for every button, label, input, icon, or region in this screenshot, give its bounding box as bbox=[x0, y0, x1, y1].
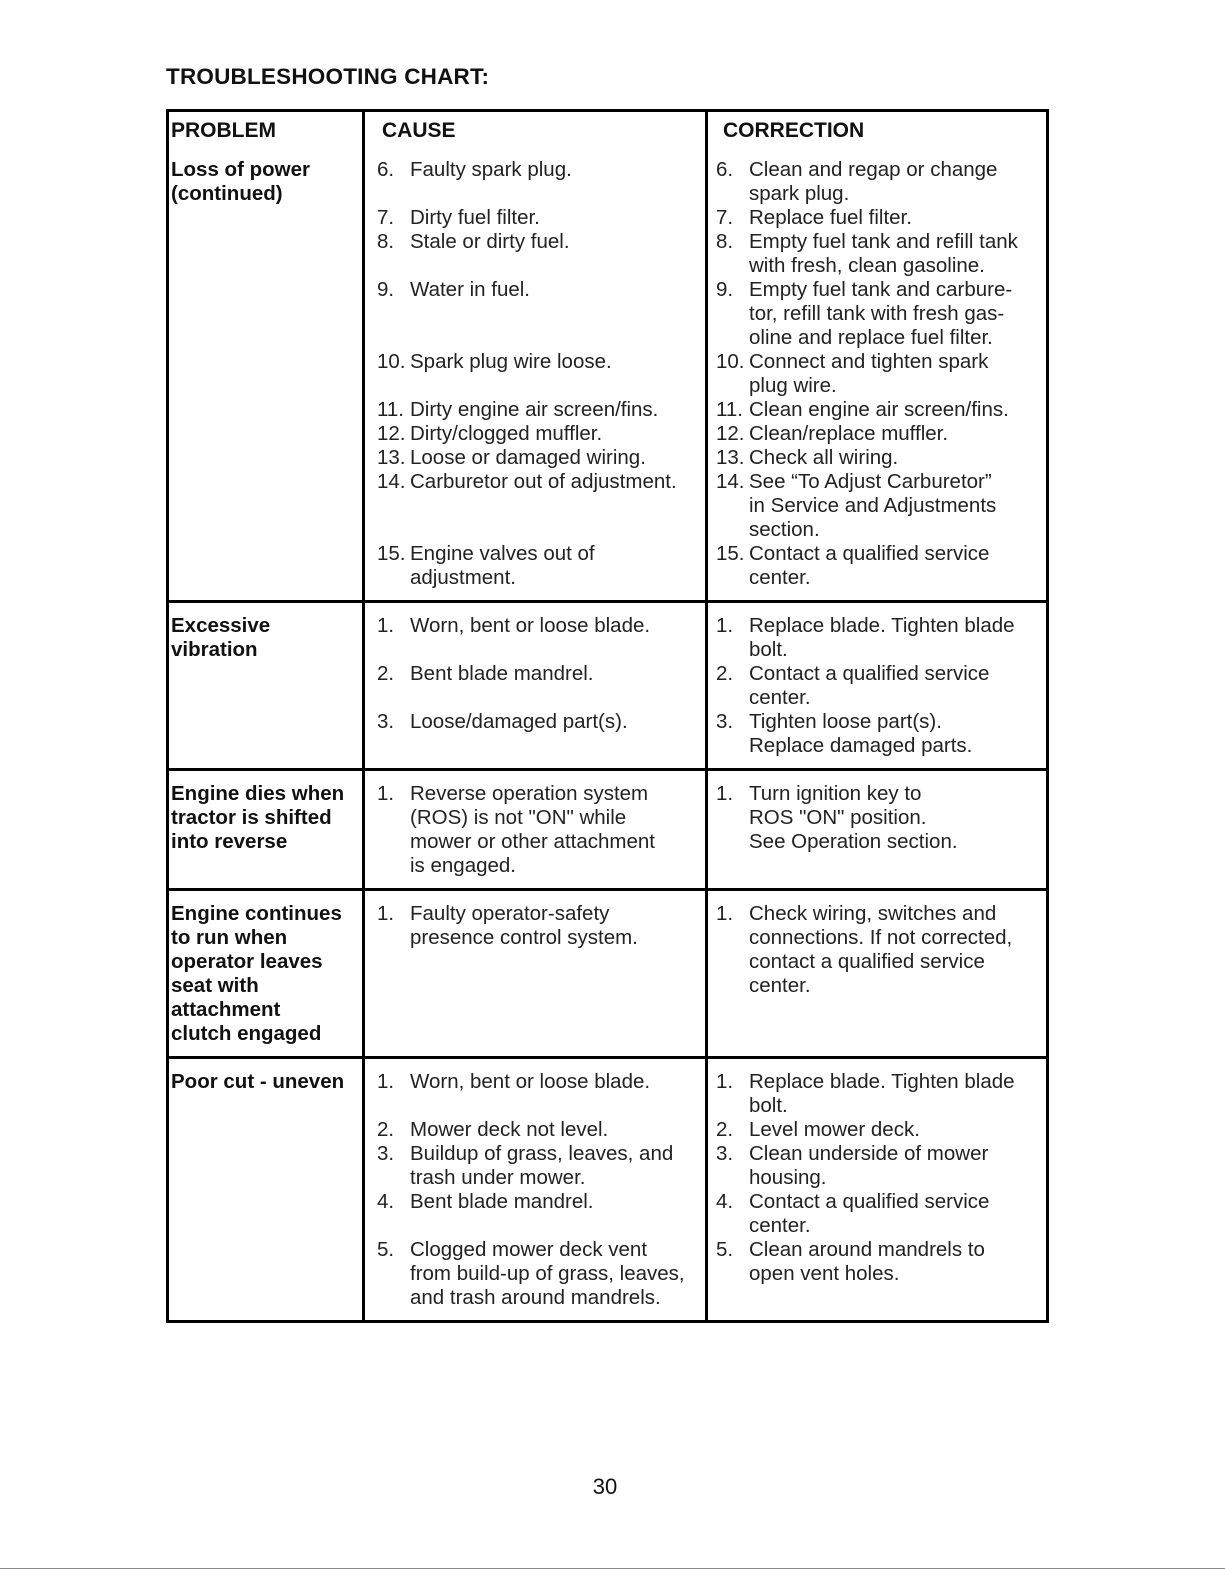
cause-item bbox=[377, 1190, 705, 1238]
item-text: Reverse operation system (ROS) is not "ON" while mower or other attachment is engaged. bbox=[410, 782, 655, 877]
item-number: 10. bbox=[716, 350, 745, 373]
cause-cell bbox=[365, 771, 708, 888]
cause-item bbox=[377, 614, 705, 662]
item-number: 10. bbox=[377, 350, 406, 373]
item-number: 3. bbox=[377, 710, 395, 733]
correction-item bbox=[716, 446, 1044, 470]
problem-cell: Engine dies when tractor is shifted into reverse bbox=[169, 771, 365, 888]
cause-item bbox=[377, 902, 705, 950]
item-text: Clean engine air screen/fins. bbox=[749, 398, 1009, 421]
correction-item bbox=[716, 1190, 1044, 1238]
item-text: Check all wiring. bbox=[749, 446, 899, 469]
correction-item bbox=[716, 902, 1044, 998]
table-body bbox=[169, 147, 1046, 1320]
cause-item bbox=[377, 350, 705, 398]
header-problem: PROBLEM bbox=[169, 112, 365, 147]
item-number: 2. bbox=[716, 1118, 734, 1141]
table-header-row bbox=[169, 112, 1046, 147]
correction-item bbox=[716, 782, 1044, 878]
item-text: Replace fuel filter. bbox=[749, 206, 912, 229]
item-text: Level mower deck. bbox=[749, 1118, 920, 1141]
item-number: 5. bbox=[377, 1238, 395, 1261]
item-number: 1. bbox=[377, 614, 395, 637]
item-number: 14. bbox=[716, 470, 745, 493]
correction-cell bbox=[708, 891, 1046, 1056]
item-text: Tighten loose part(s). Replace damaged parts. bbox=[749, 710, 973, 757]
cause-item bbox=[377, 542, 705, 590]
item-text: Buildup of grass, leaves, and trash under mower. bbox=[410, 1142, 674, 1189]
cause-item bbox=[377, 230, 705, 278]
page-title: TROUBLESHOOTING CHART: bbox=[166, 64, 490, 89]
problem-cell: Loss of power (continued) bbox=[169, 147, 365, 600]
item-number: 15. bbox=[716, 542, 745, 565]
item-text: Bent blade mandrel. bbox=[410, 1190, 594, 1213]
item-text: Dirty engine air screen/fins. bbox=[410, 398, 659, 421]
item-text: Dirty fuel filter. bbox=[410, 206, 540, 229]
cause-item bbox=[377, 206, 705, 230]
item-number: 2. bbox=[377, 662, 395, 685]
correction-item bbox=[716, 1238, 1044, 1310]
correction-item bbox=[716, 1118, 1044, 1142]
item-text: Turn ignition key to ROS "ON" position. See Operation section. bbox=[749, 782, 958, 853]
bottom-rule bbox=[0, 1568, 1225, 1569]
correction-cell bbox=[708, 1059, 1046, 1320]
item-number: 8. bbox=[716, 230, 734, 253]
table-row bbox=[169, 768, 1046, 888]
item-number: 9. bbox=[716, 278, 734, 301]
correction-item bbox=[716, 350, 1044, 398]
item-number: 4. bbox=[716, 1190, 734, 1213]
correction-item bbox=[716, 206, 1044, 230]
item-text: Worn, bent or loose blade. bbox=[410, 614, 651, 637]
item-number: 1. bbox=[716, 782, 734, 805]
correction-item bbox=[716, 422, 1044, 446]
item-number: 6. bbox=[377, 158, 395, 181]
item-text: Replace blade. Tighten blade bolt. bbox=[749, 614, 1015, 661]
correction-item bbox=[716, 230, 1044, 278]
cause-item bbox=[377, 1142, 705, 1190]
item-text: Engine valves out of adjustment. bbox=[410, 542, 595, 589]
correction-item bbox=[716, 278, 1044, 350]
item-text: Dirty/clogged muffler. bbox=[410, 422, 603, 445]
table-row bbox=[169, 1056, 1046, 1320]
item-text: Stale or dirty fuel. bbox=[410, 230, 570, 253]
cause-item bbox=[377, 158, 705, 206]
item-text: Clean underside of mower housing. bbox=[749, 1142, 989, 1189]
item-number: 2. bbox=[377, 1118, 395, 1141]
item-number: 3. bbox=[716, 710, 734, 733]
correction-item bbox=[716, 1142, 1044, 1190]
correction-item bbox=[716, 614, 1044, 662]
cause-item bbox=[377, 1070, 705, 1118]
cause-item bbox=[377, 422, 705, 446]
item-text: Empty fuel tank and refill tank with fresh, clean gasoline. bbox=[749, 230, 1018, 277]
item-text: Clean and regap or change spark plug. bbox=[749, 158, 998, 205]
item-text: Faulty spark plug. bbox=[410, 158, 572, 181]
item-number: 1. bbox=[716, 1070, 734, 1093]
item-text: Clogged mower deck vent from build-up of grass, leaves, and trash around mandrels. bbox=[410, 1238, 685, 1309]
cause-item bbox=[377, 710, 705, 758]
item-text: Clean around mandrels to open vent holes. bbox=[749, 1238, 985, 1285]
cause-cell bbox=[365, 147, 708, 600]
item-number: 15. bbox=[377, 542, 406, 565]
problem-cell: Excessive vibration bbox=[169, 603, 365, 768]
item-text: Loose or damaged wiring. bbox=[410, 446, 646, 469]
item-number: 1. bbox=[716, 614, 734, 637]
item-number: 11. bbox=[716, 398, 743, 421]
item-number: 11. bbox=[377, 398, 404, 421]
cause-item bbox=[377, 446, 705, 470]
item-text: Faulty operator-safety presence control system. bbox=[410, 902, 638, 949]
item-text: See “To Adjust Carburetor” in Service and Adjustments section. bbox=[749, 470, 997, 541]
item-number: 2. bbox=[716, 662, 734, 685]
cause-item bbox=[377, 662, 705, 710]
problem-cell: Poor cut - uneven bbox=[169, 1059, 365, 1320]
item-number: 9. bbox=[377, 278, 395, 301]
correction-item bbox=[716, 398, 1044, 422]
cause-item bbox=[377, 1238, 705, 1310]
correction-cell bbox=[708, 771, 1046, 888]
problem-cell: Engine continues to run when operator leaves seat with attachment clutch engaged bbox=[169, 891, 365, 1056]
table-row bbox=[169, 147, 1046, 600]
cause-cell bbox=[365, 1059, 708, 1320]
cause-cell bbox=[365, 603, 708, 768]
table-row bbox=[169, 600, 1046, 768]
item-text: Contact a qualified service center. bbox=[749, 1190, 990, 1237]
item-text: Replace blade. Tighten blade bolt. bbox=[749, 1070, 1015, 1117]
item-number: 1. bbox=[377, 782, 395, 805]
item-number: 13. bbox=[716, 446, 745, 469]
item-text: Loose/damaged part(s). bbox=[410, 710, 628, 733]
cause-cell bbox=[365, 891, 708, 1056]
cause-item bbox=[377, 398, 705, 422]
item-number: 3. bbox=[377, 1142, 395, 1165]
item-text: Connect and tighten spark plug wire. bbox=[749, 350, 989, 397]
correction-item bbox=[716, 710, 1044, 758]
correction-cell bbox=[708, 147, 1046, 600]
item-number: 12. bbox=[377, 422, 406, 445]
cause-item bbox=[377, 1118, 705, 1142]
cause-item bbox=[377, 470, 705, 542]
item-number: 1. bbox=[716, 902, 734, 925]
item-number: 1. bbox=[377, 902, 395, 925]
item-number: 8. bbox=[377, 230, 395, 253]
item-text: Bent blade mandrel. bbox=[410, 662, 594, 685]
correction-cell bbox=[708, 603, 1046, 768]
item-number: 3. bbox=[716, 1142, 734, 1165]
item-text: Check wiring, switches and connections. If not corrected, contact a qualified service center. bbox=[749, 902, 1013, 997]
cause-item bbox=[377, 278, 705, 350]
item-text: Contact a qualified service center. bbox=[749, 542, 990, 589]
correction-item bbox=[716, 1070, 1044, 1118]
item-number: 7. bbox=[716, 206, 734, 229]
item-text: Clean/replace muffler. bbox=[749, 422, 949, 445]
page-number: 30 bbox=[592, 1474, 618, 1499]
header-correction: CORRECTION bbox=[723, 119, 865, 142]
item-number: 1. bbox=[377, 1070, 395, 1093]
correction-item bbox=[716, 542, 1044, 590]
correction-item bbox=[716, 470, 1044, 542]
item-number: 5. bbox=[716, 1238, 734, 1261]
item-text: Worn, bent or loose blade. bbox=[410, 1070, 651, 1093]
item-number: 7. bbox=[377, 206, 395, 229]
item-number: 14. bbox=[377, 470, 406, 493]
item-text: Spark plug wire loose. bbox=[410, 350, 612, 373]
troubleshooting-table bbox=[166, 109, 1049, 1323]
item-text: Mower deck not level. bbox=[410, 1118, 609, 1141]
item-number: 4. bbox=[377, 1190, 395, 1213]
correction-item bbox=[716, 158, 1044, 206]
header-cause: CAUSE bbox=[365, 112, 708, 147]
item-number: 13. bbox=[377, 446, 406, 469]
item-number: 12. bbox=[716, 422, 745, 445]
item-text: Contact a qualified service center. bbox=[749, 662, 990, 709]
table-row bbox=[169, 888, 1046, 1056]
cause-item bbox=[377, 782, 705, 878]
item-text: Water in fuel. bbox=[410, 278, 531, 301]
item-number: 6. bbox=[716, 158, 734, 181]
item-text: Empty fuel tank and carbure- tor, refill tank with fresh gas- oline and replace fuel filter. bbox=[749, 278, 1013, 349]
correction-item bbox=[716, 662, 1044, 710]
item-text: Carburetor out of adjustment. bbox=[410, 470, 677, 493]
